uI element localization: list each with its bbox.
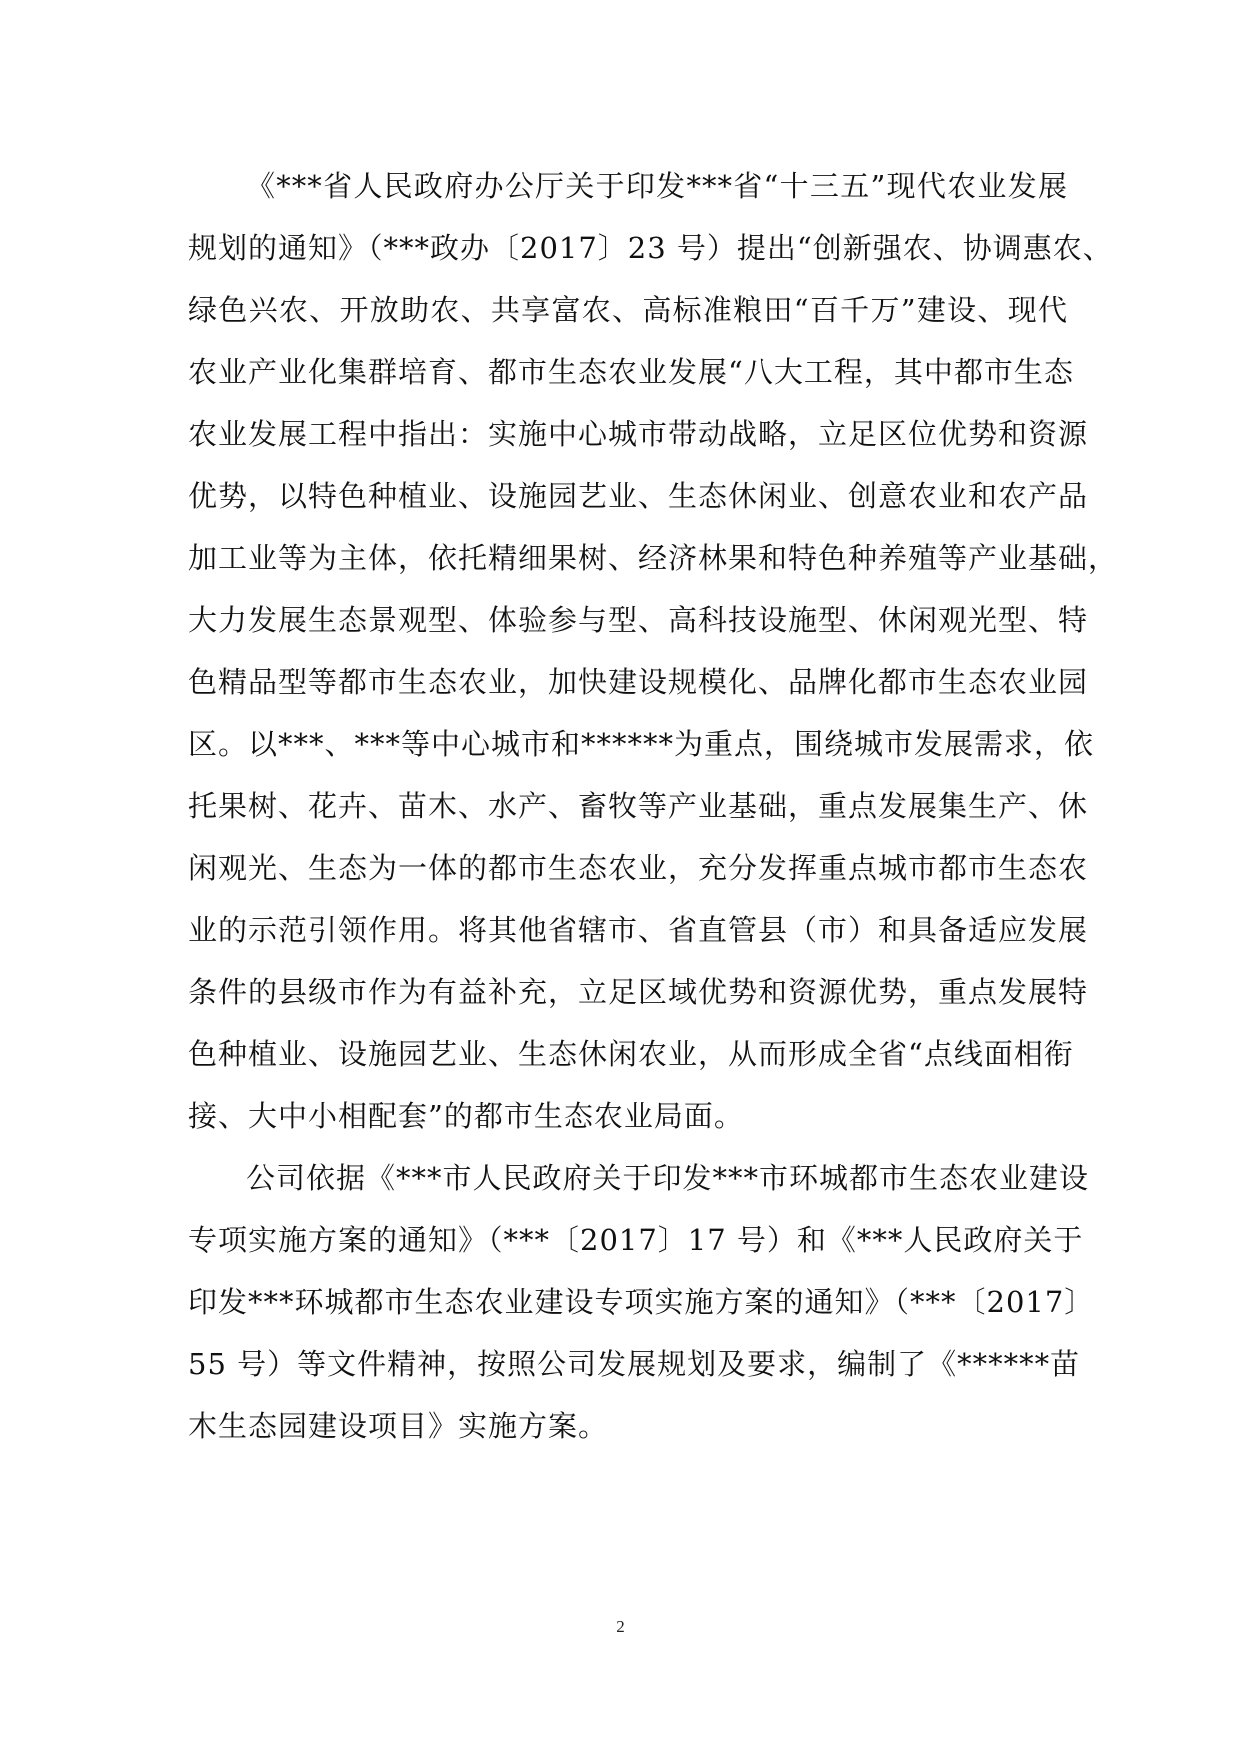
text-line: 规划的通知》（***政办〔2017〕23 号）提出“创新强农、协调惠农、 [188,231,1113,265]
text-line: 55 号）等文件精神，按照公司发展规划及要求，编制了《******苗 [188,1347,1081,1381]
text-line: 公司依据《***市人民政府关于印发***市环城都市生态农业建设 [246,1161,1090,1195]
text-line: 闲观光、生态为一体的都市生态农业，充分发挥重点城市都市生态农 [188,851,1089,885]
text-line: 区。以***、***等中心城市和******为重点，围绕城市发展需求，依 [188,727,1095,761]
text-line: 接、大中小相配套”的都市生态农业局面。 [188,1099,744,1133]
page-number: 2 [616,1617,625,1636]
text-line: 农业产业化集群培育、都市生态农业发展“八大工程，其中都市生态 [188,355,1074,389]
text-line: 色精品型等都市生态农业，加快建设规模化、品牌化都市生态农业园 [188,665,1089,699]
paragraph-2 [188,1147,1095,1457]
text-line: 《***省人民政府办公厅关于印发***省“十三五”现代农业发展 [246,169,1068,203]
text-line: 色种植业、设施园艺业、生态休闲农业，从而形成全省“点线面相衔 [188,1037,1074,1071]
text-line: 业的示范引领作用。将其他省辖市、省直管县（市）和具备适应发展 [188,913,1089,947]
text-line: 优势，以特色种植业、设施园艺业、生态休闲业、创意农业和农产品 [188,479,1089,513]
text-line: 绿色兴农、开放助农、共享富农、高标准粮田“百千万”建设、现代 [188,293,1068,327]
text-line: 印发***环城都市生态农业建设专项实施方案的通知》（***〔2017〕 [188,1285,1095,1319]
text-line: 专项实施方案的通知》（***〔2017〕17 号）和《***人民政府关于 [188,1223,1084,1257]
text-line: 加工业等为主体，依托精细果树、经济林果和特色种养殖等产业基础， [188,541,1119,575]
paragraph-1 [188,155,1119,1147]
text-line: 木生态园建设项目》实施方案。 [188,1409,609,1443]
text-line: 大力发展生态景观型、体验参与型、高科技设施型、休闲观光型、特 [188,603,1089,637]
body-text [188,155,1119,1457]
text-line: 农业发展工程中指出：实施中心城市带动战略，立足区位优势和资源 [188,417,1089,451]
text-line: 托果树、花卉、苗木、水产、畜牧等产业基础，重点发展集生产、休 [188,789,1089,823]
text-line: 条件的县级市作为有益补充，立足区域优势和资源优势，重点发展特 [188,975,1089,1009]
